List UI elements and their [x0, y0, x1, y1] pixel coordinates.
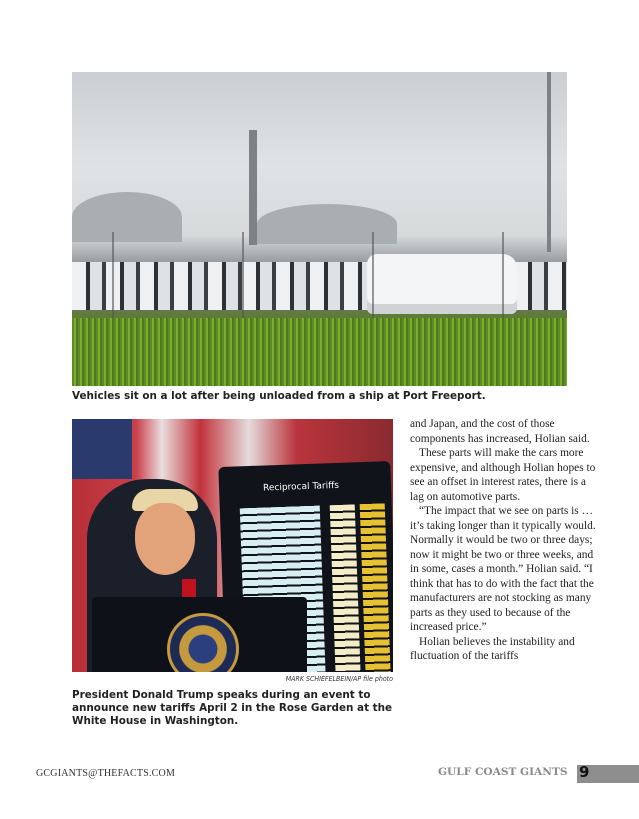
article-paragraph: These parts will make the cars more expensive, and although Holian hopes to see an offset in interest rates, there is a lag on automotive parts.	[410, 447, 596, 503]
photo-caption: Vehicles sit on a lot after being unloaded from a ship at Port Freeport.	[72, 390, 486, 402]
reciprocal-tariff-column	[360, 503, 391, 672]
port-freeport-vehicles-photo	[72, 72, 567, 386]
article-paragraph: Holian believes the instability and fluctuation of the tariffs	[410, 635, 575, 662]
grass-field	[72, 318, 567, 386]
light-pole	[547, 72, 551, 252]
trump-rose-garden-photo	[72, 419, 393, 672]
article-paragraph: and Japan, and the cost of those components has increased, Holian said.	[410, 418, 590, 445]
article-paragraph: “The impact that we see on parts is … it’s taking longer than it typically would. Normally it would be two or three days; now it might be two or three weeks, and in some, cases a month.” Holian said. “I think that has to do with the fact that the manufacturers are not stocking as many parts as they used to because of the increased price.”	[410, 505, 596, 633]
page-number: 9	[579, 763, 590, 781]
footer-email: GCGIANTS@THEFACTS.COM	[36, 768, 176, 779]
face	[135, 503, 195, 575]
photo-caption: President Donald Trump speaks during an event to announce new tariffs April 2 in the Rose Garden at the White House in Washington.	[72, 689, 393, 727]
article-column	[410, 417, 600, 664]
chain-link-fence	[72, 232, 567, 327]
flag-canton	[72, 419, 132, 479]
footer-brand: GULF COAST GIANTS	[438, 766, 568, 778]
board-title: Reciprocal Tariffs	[262, 480, 340, 494]
industrial-tower	[249, 130, 257, 245]
tariff-charged-column	[330, 504, 361, 672]
photo-credit: MARK SCHIEFELBEIN/AP file photo	[285, 675, 393, 683]
